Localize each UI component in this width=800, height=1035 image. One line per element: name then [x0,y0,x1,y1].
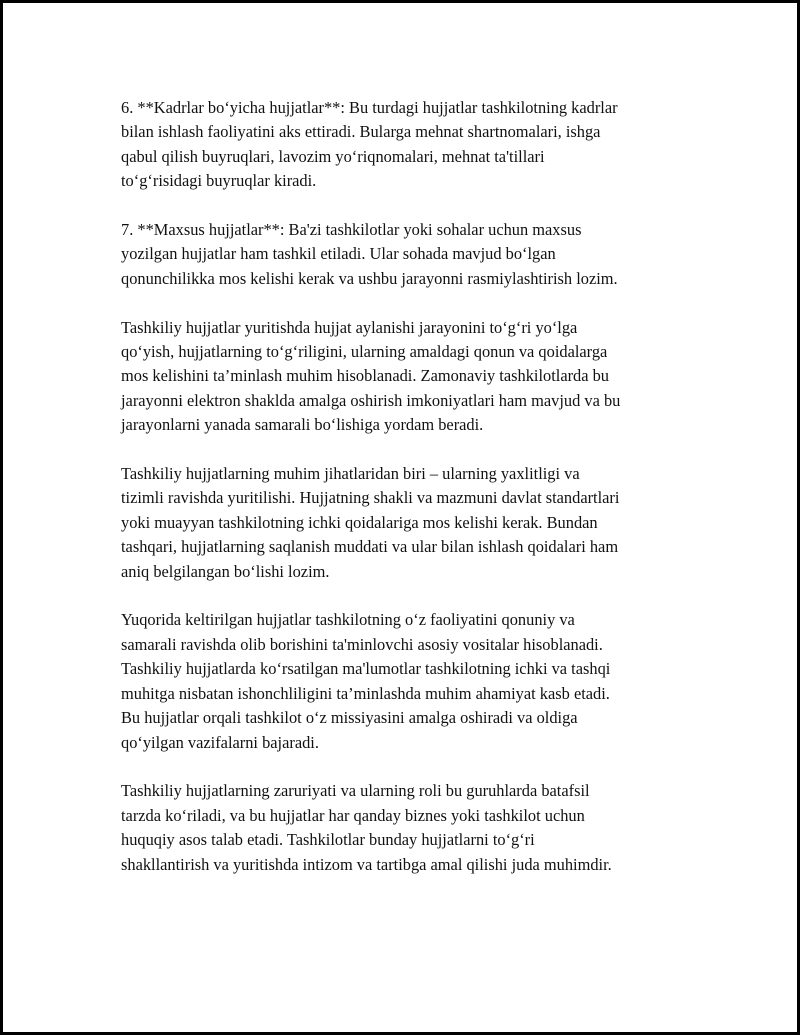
text-line: to‘g‘risidagi buyruqlar kiradi. [121,171,317,191]
text-line: qonunchilikka mos kelishi kerak va ushbu jarayonni rasmiylashtirish lozim. [121,268,618,288]
paragraph-muhim-jihatlar [121,462,691,584]
paragraph-hujjat-aylanishi [121,316,691,438]
text-line: yoki muayyan tashkilotning ichki qoidalariga mos kelishi kerak. Bundan [121,512,598,532]
text-line: Bu hujjatlar orqali tashkilot o‘z missiyasini amalga oshiradi va oldiga [121,708,578,728]
text-line: Yuqorida keltirilgan hujjatlar tashkilotning o‘z faoliyatini qonuniy va [121,610,575,630]
text-line: tarzda ko‘riladi, va bu hujjatlar har qanday biznes yoki tashkilot uchun [121,805,585,825]
paragraph-zaruriyat-va-rol [121,779,691,877]
text-line: yozilgan hujjatlar ham tashkil etiladi. Ular sohada mavjud bo‘lgan [121,244,556,264]
text-line: muhitga nisbatan ishonchliligini ta’minlashda muhim ahamiyat kasb etadi. [121,683,610,703]
text-line: qo‘yish, hujjatlarning to‘g‘riligini, ularning amaldagi qonun va qoidalarga [121,342,608,362]
text-line: mos kelishini ta’minlash muhim hisoblanadi. Zamonaviy tashkilotlarda bu [121,366,610,386]
text-line: Tashkiliy hujjatlar yuritishda hujjat aylanishi jarayonini to‘g‘ri yo‘lga [121,317,578,337]
text-line: tizimli ravishda yuritilishi. Hujjatning shakli va mazmuni davlat standartlari [121,488,620,508]
text-line: samarali ravishda olib borishini ta'minlovchi asosiy vositalar hisoblanadi. [121,634,603,654]
text-line: aniq belgilangan bo‘lishi lozim. [121,561,330,581]
paragraph-maxsus-hujjatlar [121,218,691,291]
document-body [121,96,691,901]
paragraph-asosiy-vositalar [121,608,691,754]
text-line: bilan ishlash faoliyatini aks ettiradi. Bularga mehnat shartnomalari, ishga [121,122,601,142]
text-line: huquqiy asos talab etadi. Tashkilotlar bunday hujjatlarni to‘g‘ri [121,830,535,850]
text-line: qabul qilish buyruqlari, lavozim yo‘riqnomalari, mehnat ta'tillari [121,146,545,166]
text-line: Tashkiliy hujjatlarda ko‘rsatilgan ma'lumotlar tashkilotning ichki va tashqi [121,659,611,679]
text-line: shakllantirish va yuritishda intizom va tartibga amal qilishi juda muhimdir. [121,854,612,874]
text-line: 7. **Maxsus hujjatlar**: Ba'zi tashkilotlar yoki sohalar uchun maxsus [121,220,582,240]
text-line: jarayonni elektron shaklda amalga oshirish imkoniyatlari ham mavjud va bu [121,390,621,410]
text-line: 6. **Kadrlar bo‘yicha hujjatlar**: Bu turdagi hujjatlar tashkilotning kadrlar [121,98,618,117]
paragraph-kadrlar-hujjatlari [121,96,691,194]
text-line: Tashkiliy hujjatlarning muhim jihatlaridan biri – ularning yaxlitligi va [121,464,580,484]
text-line: qo‘yilgan vazifalarni bajaradi. [121,732,319,752]
text-line: jarayonlarni yanada samarali bo‘lishiga yordam beradi. [121,415,484,435]
text-line: tashqari, hujjatlarning saqlanish muddati va ular bilan ishlash qoidalari ham [121,537,619,557]
text-line: Tashkiliy hujjatlarning zaruriyati va ularning roli bu guruhlarda batafsil [121,781,590,801]
